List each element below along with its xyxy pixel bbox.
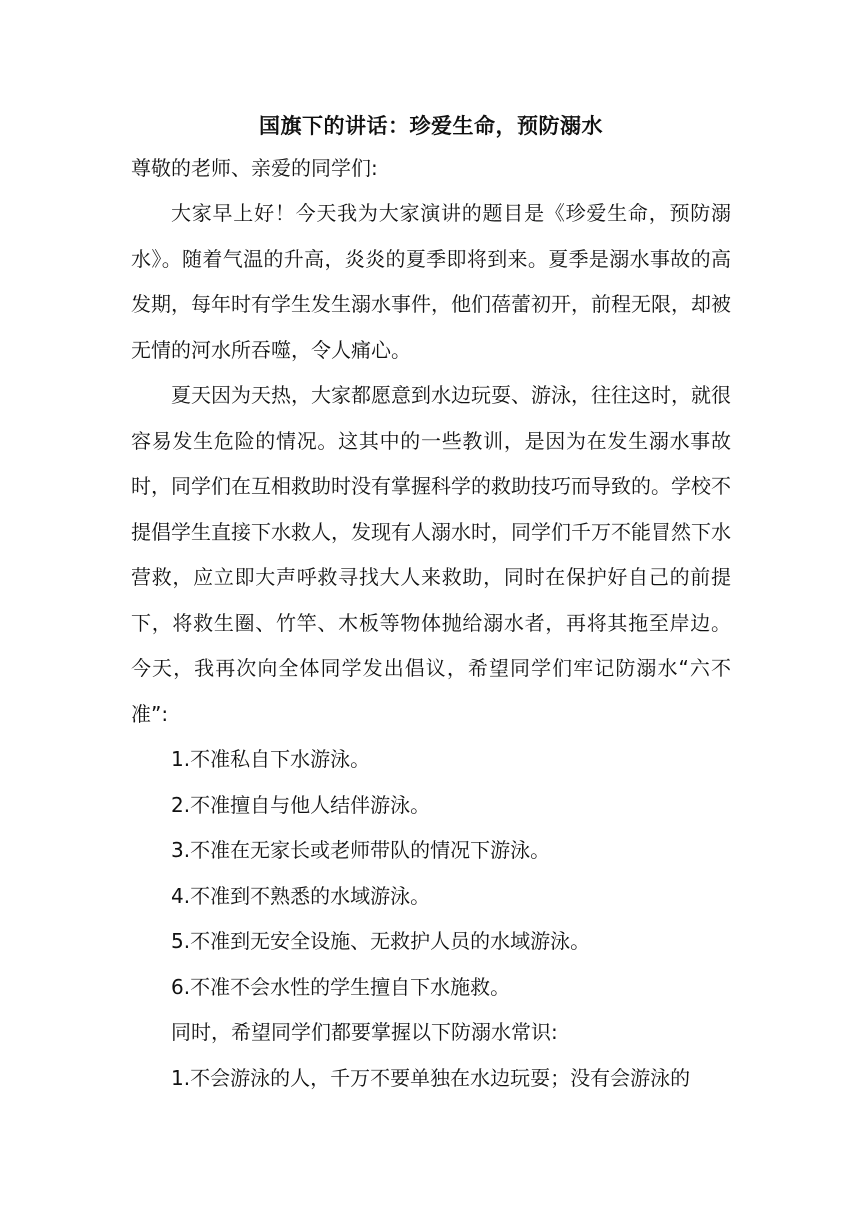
salutation: 尊敬的老师、亲爱的同学们: bbox=[131, 156, 378, 180]
document-page bbox=[131, 106, 731, 1101]
rule-item: 1.不准私自下水游泳。 bbox=[171, 747, 371, 771]
knowledge-item: 1.不会游泳的人，千万不要单独在水边玩耍；没有会游泳的 bbox=[171, 1065, 691, 1090]
paragraph-greeting: 大家早上好！今天我为大家演讲的题目是《珍爱生命，预防溺水》。随着气温的升高，炎炎的夏季即将到来。夏季是溺水事故的高发期，每年时有学生发生溺水事件，他们蓓蕾初开，前程无限，却被无情的河水所吞噬，令人痛心。 bbox=[131, 201, 731, 362]
knowledge-intro: 同时，希望同学们都要掌握以下防溺水常识: bbox=[171, 1020, 558, 1044]
rule-item: 5.不准到无安全设施、无救护人员的水域游泳。 bbox=[171, 929, 591, 953]
rule-item: 3.不准在无家长或老师带队的情况下游泳。 bbox=[171, 838, 551, 862]
rule-item: 2.不准擅自与他人结伴游泳。 bbox=[171, 792, 431, 817]
rule-item: 6.不准不会水性的学生擅自下水施救。 bbox=[171, 974, 511, 999]
paragraph-summer-danger: 夏天因为天热，大家都愿意到水边玩耍、游泳，往往这时，就很容易发生危险的情况。这其中的一些教训，是因为在发生溺水事故时，同学们在互相救助时没有掌握科学的救助技巧而导致的。学校不提倡学生直接下水救人，发现有人溺水时，同学们千万不能冒然下水营救，应立即大声呼救寻找大人来救助，同时在保护好自己的前提下，将救生圈、竹竿、木板等物体抛给溺水者，再将其拖至岸边。 今天，我再次向全体同学发出倡议，希望同学们牢记防溺水“六不准”: bbox=[131, 383, 731, 726]
document-title: 国旗下的讲话：珍爱生命，预防溺水 bbox=[259, 114, 603, 138]
rule-item: 4.不准到不熟悉的水域游泳。 bbox=[171, 883, 431, 908]
